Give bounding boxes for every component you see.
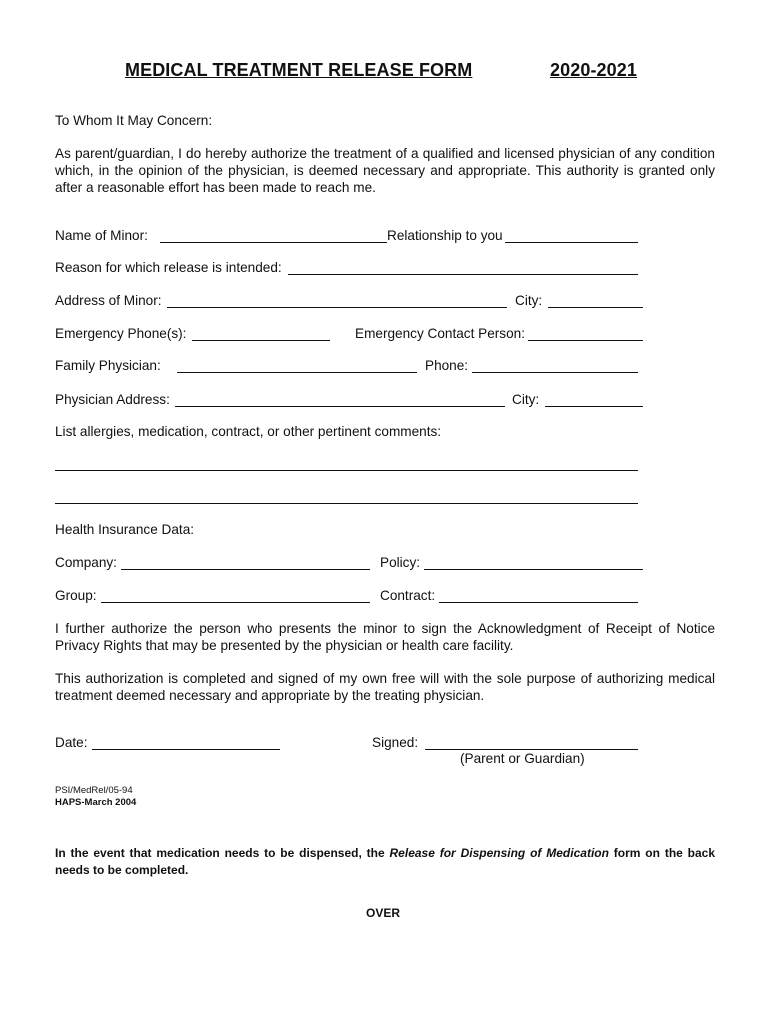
- physician-address-label: Physician Address:: [55, 392, 170, 407]
- group-field[interactable]: [101, 602, 370, 603]
- authorization-paragraph-1: I further authorize the person who presents the minor to sign the Acknowledgment of Receipt of Notice Privacy Rights that may be presented by the physician or health care facility.: [55, 621, 715, 653]
- form-revision: HAPS-March 2004: [55, 797, 137, 808]
- minor-name-field[interactable]: [160, 242, 387, 243]
- physician-city-field[interactable]: [545, 406, 643, 407]
- policy-label: Policy:: [380, 555, 421, 570]
- relationship-label: Relationship to you: [387, 228, 503, 243]
- signer-note: (Parent or Guardian): [460, 751, 585, 766]
- medication-notice: [55, 845, 715, 879]
- form-year: 2020-2021: [550, 60, 637, 80]
- date-label: Date:: [55, 735, 88, 750]
- emergency-contact-field[interactable]: [528, 340, 643, 341]
- phone-label: Phone:: [425, 358, 469, 373]
- contract-field[interactable]: [439, 602, 638, 603]
- company-label: Company:: [55, 555, 117, 570]
- form-code: PSI/MedRel/05-94: [55, 785, 133, 796]
- reason-label: Reason for which release is intended:: [55, 260, 282, 275]
- form-title: MEDICAL TREATMENT RELEASE FORM: [125, 60, 473, 80]
- address-label: Address of Minor:: [55, 293, 162, 308]
- address-field[interactable]: [167, 307, 507, 308]
- city-field[interactable]: [548, 307, 643, 308]
- notice-text-start: In the event that medication needs to be dispensed, the: [55, 846, 390, 860]
- phone-field[interactable]: [472, 372, 638, 373]
- over-label: OVER: [366, 906, 401, 920]
- contract-label: Contract:: [380, 588, 436, 603]
- date-field[interactable]: [92, 749, 280, 750]
- signed-label: Signed:: [372, 735, 419, 750]
- physician-address-field[interactable]: [175, 406, 505, 407]
- allergies-label: List allergies, medication, contract, or other pertinent comments:: [55, 424, 442, 439]
- family-physician-field[interactable]: [177, 372, 417, 373]
- reason-field[interactable]: [288, 274, 638, 275]
- signature-field[interactable]: [425, 749, 638, 750]
- city-label: City:: [515, 293, 543, 308]
- minor-name-label: Name of Minor:: [55, 228, 148, 243]
- notice-form-name: Release for Dispensing of Medication: [389, 846, 609, 860]
- company-field[interactable]: [121, 569, 370, 570]
- family-physician-label: Family Physician:: [55, 358, 161, 373]
- intro-paragraph: As parent/guardian, I do hereby authorize the treatment of a qualified and licensed physician of any condition which, in the opinion of the physician, is deemed necessary and appropriate. This authority is granted only after a reasonable effort has been made to reach me.: [55, 146, 715, 195]
- group-label: Group:: [55, 588, 97, 603]
- allergies-line-2[interactable]: [55, 503, 638, 504]
- physician-city-label: City:: [512, 392, 540, 407]
- emergency-contact-label: Emergency Contact Person:: [355, 326, 526, 341]
- insurance-heading: Health Insurance Data:: [55, 522, 195, 537]
- salutation: To Whom It May Concern:: [55, 113, 213, 128]
- emergency-phone-label: Emergency Phone(s):: [55, 326, 187, 341]
- policy-field[interactable]: [424, 569, 643, 570]
- notice-text-end: form on the back needs to be completed.: [55, 846, 716, 877]
- allergies-line-1[interactable]: [55, 470, 638, 471]
- emergency-phone-field[interactable]: [192, 340, 330, 341]
- relationship-field[interactable]: [505, 242, 638, 243]
- authorization-paragraph-2: This authorization is completed and signed of my own free will with the sole purpose of authorizing medical treatment deemed necessary and appropriate by the treating physician.: [55, 671, 715, 703]
